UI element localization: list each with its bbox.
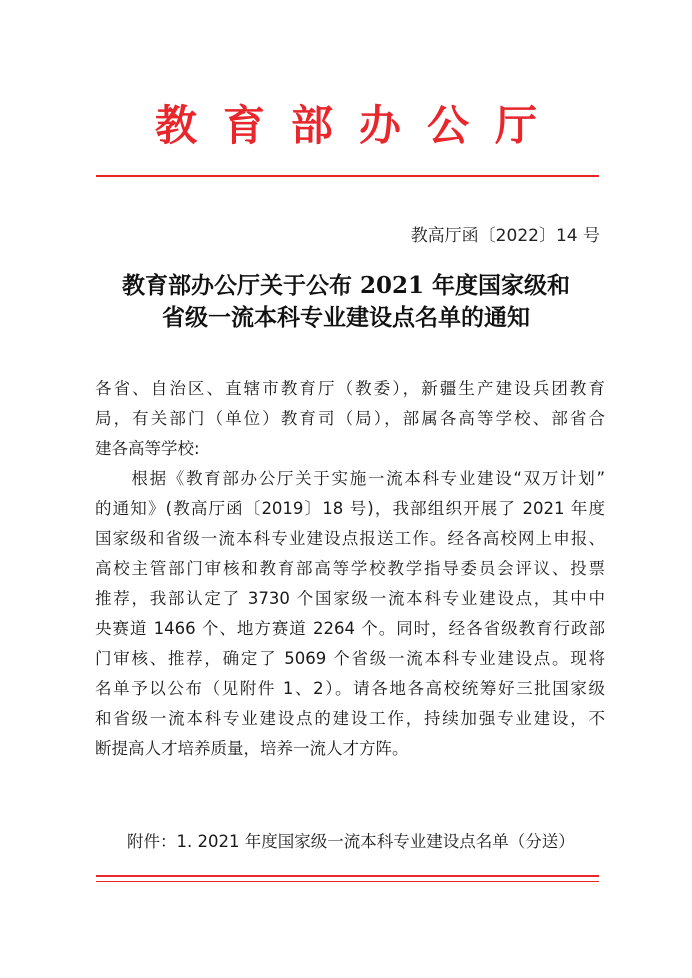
document-title (60, 270, 632, 334)
document-title-line-2: 省级一流本科专业建设点名单的通知 (162, 304, 530, 331)
body-line: 名单予以公布（见附件 1、2）。请各地各高校统筹好三批国家级 (95, 679, 605, 698)
body-line: 的通知》(教高厅函〔2019〕18 号)，我部组织开展了 2021 年度 (95, 499, 605, 518)
body-line: 根据《教育部办公厅关于实施一流本科专业建设“双万计划” (95, 469, 605, 488)
body-line: 高校主管部门审核和教育部高等学校教学指导委员会评议、投票 (95, 559, 605, 578)
body-line: 局，有关部门（单位）教育司（局），部属各高等学校、部省合 (95, 409, 605, 428)
attachment-line: 附件：1. 2021 年度国家级一流本科专业建设点名单（分送） (127, 832, 575, 851)
letterhead-divider (96, 175, 599, 177)
document-title-line-1: 教育部办公厅关于公布 2021 年度国家级和 (121, 272, 571, 299)
body-line: 各省、自治区、直辖市教育厅（教委），新疆生产建设兵团教育 (95, 379, 605, 398)
footer-divider-thick (96, 875, 599, 877)
body-line: 断提高人才培养质量，培养一流人才方阵。 (95, 739, 409, 758)
letterhead-title: 教育部办公厅 (154, 101, 563, 150)
footer-divider-thin (96, 881, 599, 882)
body-line: 推荐，我部认定了 3730 个国家级一流本科专业建设点，其中中 (95, 589, 605, 608)
document-number: 教高厅函〔2022〕14 号 (410, 226, 600, 246)
body-line: 央赛道 1466 个、地方赛道 2264 个。同时，经各省级教育行政部 (95, 619, 605, 638)
body-line: 国家级和省级一流本科专业建设点报送工作。经各高校网上申报、 (95, 529, 605, 548)
document-body (95, 374, 605, 764)
body-line: 建各高等学校: (95, 439, 200, 458)
body-line: 门审核、推荐，确定了 5069 个省级一流本科专业建设点。现将 (95, 649, 605, 668)
body-line: 和省级一流本科专业建设点的建设工作，持续加强专业建设，不 (95, 709, 605, 728)
